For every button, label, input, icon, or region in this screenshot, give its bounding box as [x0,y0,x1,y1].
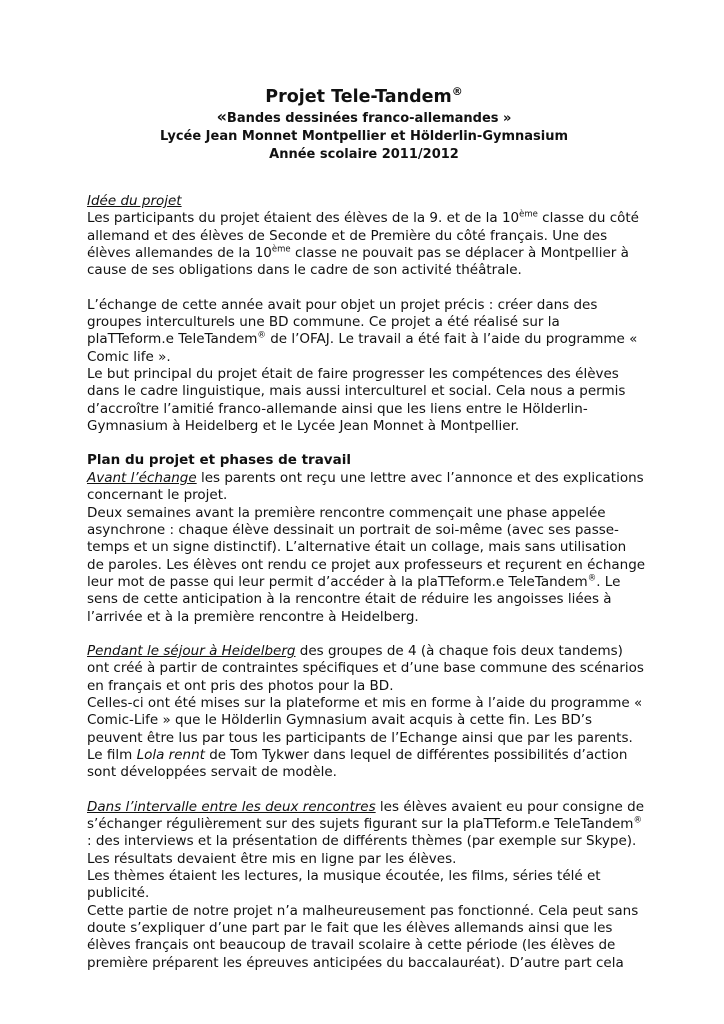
superscript: ® [587,573,597,584]
text-run: les parents ont reçu une lettre avec l’annonce et des explications concernant le projet. [87,469,644,504]
paragraph-echange [87,297,647,366]
film-title: Lola rennt [136,746,205,763]
paragraph-intervalle [87,799,647,868]
section-heading-plan: Plan du projet et phases de travail [87,452,351,469]
paragraph-themes: Les thèmes étaient les lectures, la musique écoutée, les films, séries télé et publicité. [87,868,601,902]
superscript: ® [257,330,266,341]
paragraph-comic-life [87,695,647,782]
paragraph-fonctionnement: Cette partie de notre projet n’a malheureusement pas fonctionné. Cela peut sans doute s’expliquer d’une part par le fait que les élèves allemands ainsi que les élèves français ont beaucoup de travail scolaire à cette période (les élèves de première préparent les épreuves anticipées du baccalauréat). D’autre part cela [87,902,639,971]
text-run: Celles-ci ont été mises sur la plateforme et mis en forme à l’aide du programme « Comic-Life » que le Hölderlin Gymnasium avait acquis à cette fin. Les BD’s peuvent être lus par tous les participants de l’Echange ainsi que par les parents. Le film [87,694,643,763]
superscript: ème [271,244,291,255]
paragraph-but: Le but principal du projet était de faire progresser les compétences des élèves dans le cadre linguistique, mais aussi interculturel et social. Cela nous a permis d’accroître l’amitié franco-allemande ainsi que les liens entre le Hölderlin-Gymnasium à Heidelberg et le Lycée Jean Monnet à Montpellier. [87,366,626,435]
paragraph-participants [87,210,647,279]
document-title [88,86,640,108]
paragraph-avant [87,470,647,505]
quote-open: « [216,107,227,126]
text-run: : des interviews et la présentation de différents thèmes (par exemple sur Skype). Les résultats devaient être mis en ligne par les élèves. [87,833,637,867]
text-run: . Le sens de cette anticipation à la rencontre était de réduire les angoisses liées à l’arrivée et à la première rencontre à Heidelberg. [87,573,621,625]
document-body [87,193,647,972]
phase-label-avant: Avant l’échange [87,469,197,486]
phase-label-pendant: Pendant le séjour à Heidelberg [87,642,296,659]
subtitle-line-3: Année scolaire 2011/2012 [269,147,459,162]
text-run: Les participants du projet étaient des élèves de la 9. et de la 10 [87,210,520,227]
text-run: classe du côté allemand et des élèves de Seconde et de Première du côté français. Une des élèves allemandes de la 10 [87,210,639,262]
section-heading-idee: Idée du projet [87,193,182,209]
subtitle-1-text: Bandes dessinées franco-allemandes » [226,111,512,126]
text-run: L’échange de cette année avait pour objet un projet précis : créer dans des groupes interculturels une BD commune. Ce projet a été réalisé sur la plaTTeform.e TeleTandem [87,296,598,348]
paragraph-asynchrone [87,505,647,626]
paragraph-pendant [87,643,647,695]
superscript: ® [633,815,642,826]
title-text: Projet Tele-Tandem [265,87,452,107]
text-run: de l’OFAJ. Le travail a été fait à l’aide du programme « Comic life ». [87,331,638,365]
text-run: classe ne pouvait pas se déplacer à Montpellier à cause de ses obligations dans le cadre de son activité théâtrale. [87,245,629,279]
subtitle-line-1 [88,108,640,128]
text-run: Deux semaines avant la première rencontre commençait une phase appelée asynchrone : chaque élève dessinait un portrait de soi-même (avec ses passe-temps et un signe distinctif). L’alternative était un collage, mais sans utilisation de paroles. Les élèves ont rendu ce projet aux professeurs et reçurent en échange leur mot de passe qui leur permit d’accéder à la plaTTeform.e TeleTandem [87,504,646,590]
text-run: les élèves avaient eu pour consigne de s’échanger régulièrement sur des sujets figurant sur la plaTTeform.e TeleTandem [87,798,645,832]
registered-mark: ® [451,85,463,99]
phase-label-intervalle: Dans l’intervalle entre les deux rencontres [87,798,376,815]
superscript: ème [519,209,538,220]
subtitle-line-2: Lycée Jean Monnet Montpellier et Hölderlin-Gymnasium [159,129,569,144]
text-run: de Tom Tykwer dans lequel de différentes possibilités d’action sont développées servait de modèle. [87,746,628,781]
text-run: des groupes de 4 (à chaque fois deux tandems) ont créé à partir de contraintes spécifiques et d’une base commune des scénarios en français et ont pris des photos pour la BD. [87,642,644,694]
document-header [88,86,640,164]
